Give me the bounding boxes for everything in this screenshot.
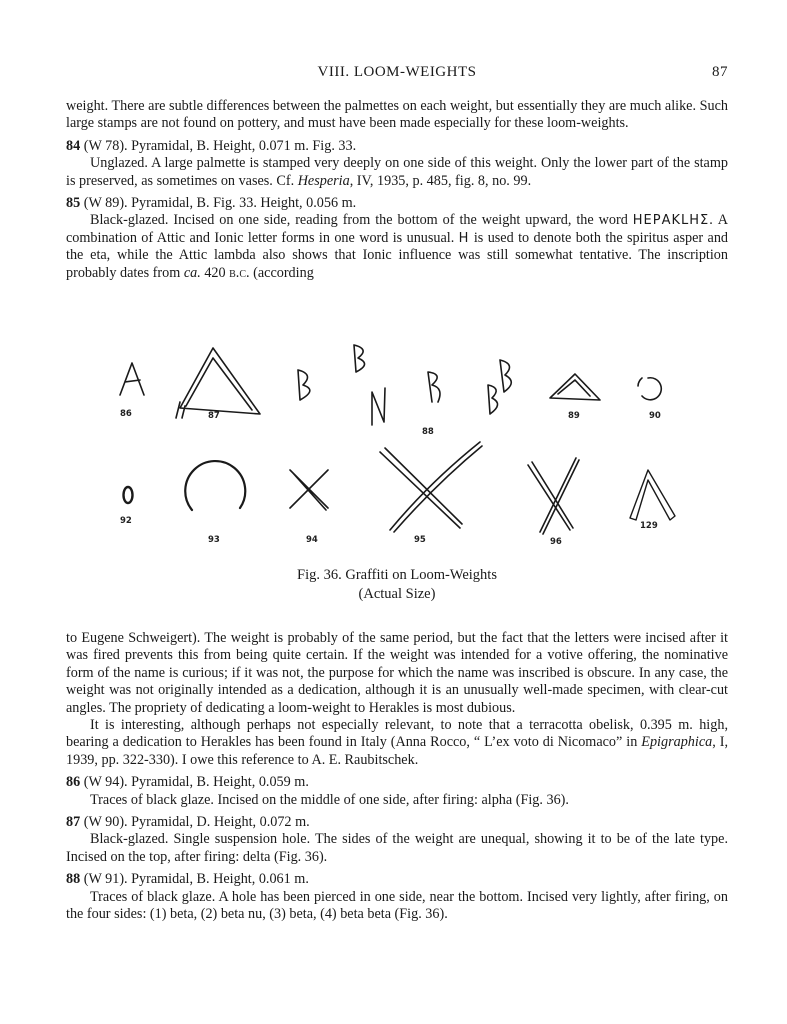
graffito-93-arc	[185, 461, 245, 510]
caption-line-1: Fig. 36. Graffiti on Loom-Weights	[297, 567, 497, 583]
graffito-88-beta-nu	[354, 345, 385, 425]
label-90: 90	[649, 411, 661, 421]
entry-88-body: Traces of black glaze. A hole has been pierced in one side, near the bottom. Incised very lightly, after firing, on the four sides: (1) beta, (2) beta nu, (3) beta, (4) beta beta (Fig. 36).	[66, 888, 728, 923]
label-88: 88	[422, 427, 434, 437]
continuation-paragraph-2	[66, 717, 728, 769]
entry-87-head-text: (W 90). Pyramidal, D. Height, 0.072 m.	[80, 814, 310, 831]
figure-caption	[66, 566, 728, 604]
entry-85-number: 85	[66, 195, 81, 212]
entry-88-head-text: (W 91). Pyramidal, B. Height, 0.061 m.	[80, 871, 309, 888]
entry-84-heading	[66, 138, 728, 155]
entry-85-heading	[66, 195, 728, 212]
greek-letter-h: Η	[458, 230, 470, 246]
hesperia-citation: Hesperia	[297, 172, 350, 189]
caption-line-2: (Actual Size)	[358, 586, 436, 602]
entry-84-number: 84	[66, 137, 81, 154]
continuation-paragraph-1: to Eugene Schweigert). The weight is probably of the same period, but the fact that the letters were incised after it was fired prevents this from being quite certain. If the weight was intended for a votive offering, the nominative form of the name is curious; if it was not, the purpose for which the name was inscribed is obscure. In any case, the weight was not originally intended as a dedication, although it is an unusually well-made specimen, with clear-cut angles. The propriety of dedicating a loom-weight to Herakles is most dubious.	[66, 630, 728, 716]
entry-86-heading	[66, 774, 728, 791]
intro-paragraph: weight. There are subtle differences between the palmettes on each weight, but essentially they are much alike. Such large stamps are not found on pottery, and must have been made especially for these loom-weights.	[66, 98, 728, 132]
label-93: 93	[208, 535, 220, 545]
entry-85-body-b: . A combination of Attic and Ionic letter forms in one word is unusual.	[66, 212, 728, 246]
greek-word: ΗΕΡΑΚLΗΣ	[632, 213, 710, 229]
entry-88-heading	[66, 871, 728, 888]
entry-85-body-a: Black-glazed. Incised on one side, reading from the bottom of the weight upward, the word	[90, 212, 633, 229]
entry-87-number: 87	[66, 814, 81, 831]
label-92: 92	[120, 516, 132, 526]
entry-86-head-text: (W 94). Pyramidal, B. Height, 0.059 m.	[80, 774, 309, 791]
entry-85-body-c: is used to denote both the spiritus asper and the eta, while the Attic lambda also shows that Ionic influence was still somewhat tentative. The inscription probably dates from	[66, 229, 729, 281]
entry-87-heading	[66, 814, 728, 831]
graffito-92-oval	[124, 487, 133, 503]
entry-86-number: 86	[66, 774, 81, 791]
graffito-94-cross	[290, 470, 328, 510]
label-96: 96	[550, 537, 562, 547]
label-129: 129	[640, 521, 658, 531]
entry-84-body-b: , IV, 1935, p. 485, fig. 8, no. 99.	[349, 172, 532, 189]
label-89: 89	[568, 411, 580, 421]
ca-abbrev: ca.	[183, 264, 201, 281]
entry-87-body: Black-glazed. Single suspension hole. The sides of the weight are unequal, showing it to be of the late type. Incised on the top, after firing: delta (Fig. 36).	[66, 831, 728, 865]
graffito-88-beta-3	[428, 372, 440, 402]
entry-84-body	[66, 155, 728, 190]
entry-88-number: 88	[66, 871, 81, 888]
entry-85-body-e: (according	[249, 264, 314, 281]
entry-85-body	[66, 212, 728, 282]
graffito-89-delta	[550, 374, 600, 400]
entry-85-head-text: (W 89). Pyramidal, B. Fig. 33. Height, 0.056 m.	[80, 195, 357, 212]
entry-86-body: Traces of black glaze. Incised on the middle of one side, after firing: alpha (Fig. 36).	[90, 791, 569, 808]
graffito-88-beta-beta	[488, 360, 511, 414]
graffito-90-circle	[638, 378, 661, 400]
graffito-87-delta	[176, 348, 260, 418]
chapter-title: VIII. LOOM-WEIGHTS	[317, 64, 477, 80]
graffiti-drawings	[100, 330, 700, 555]
entry-84-head-text: (W 78). Pyramidal, B. Height, 0.071 m. Fig. 33.	[80, 137, 357, 154]
label-95: 95	[414, 535, 426, 545]
page-number: 87	[712, 64, 728, 80]
bottom-text-block	[66, 630, 728, 924]
label-86: 86	[120, 409, 132, 419]
label-87: 87	[208, 411, 220, 421]
graffito-95-cross	[380, 442, 482, 532]
graffito-86-alpha	[120, 363, 144, 395]
running-header	[66, 64, 728, 84]
entry-85-body-d: 420	[200, 264, 230, 281]
entry-84-body-a: Unglazed. A large palmette is stamped very deeply on one side of this weight. Only the lower part of the stamp is preserved, as sometimes on vases. Cf.	[66, 155, 728, 189]
label-94: 94	[306, 535, 318, 545]
graffito-96-cross	[528, 458, 579, 534]
figure-36	[100, 330, 700, 555]
continuation-p2-a: It is interesting, although perhaps not especially relevant, to note that a terracotta obelisk, 0.395 m. high, bearing a dedication to Herakles has been found in Italy (Anna Rocco, “ L’ex voto di Nicomaco” in	[66, 717, 728, 751]
graffito-129-lambda	[630, 470, 675, 520]
continuation-p2-b: , I, 1939, pp. 322-330). I owe this reference to A. E. Raubitschek.	[66, 734, 728, 768]
top-text-block	[66, 98, 728, 282]
graffito-88-beta-1	[298, 370, 310, 400]
epigraphica-citation: Epigraphica	[641, 734, 713, 751]
bc-abbrev: b.c.	[229, 264, 250, 281]
